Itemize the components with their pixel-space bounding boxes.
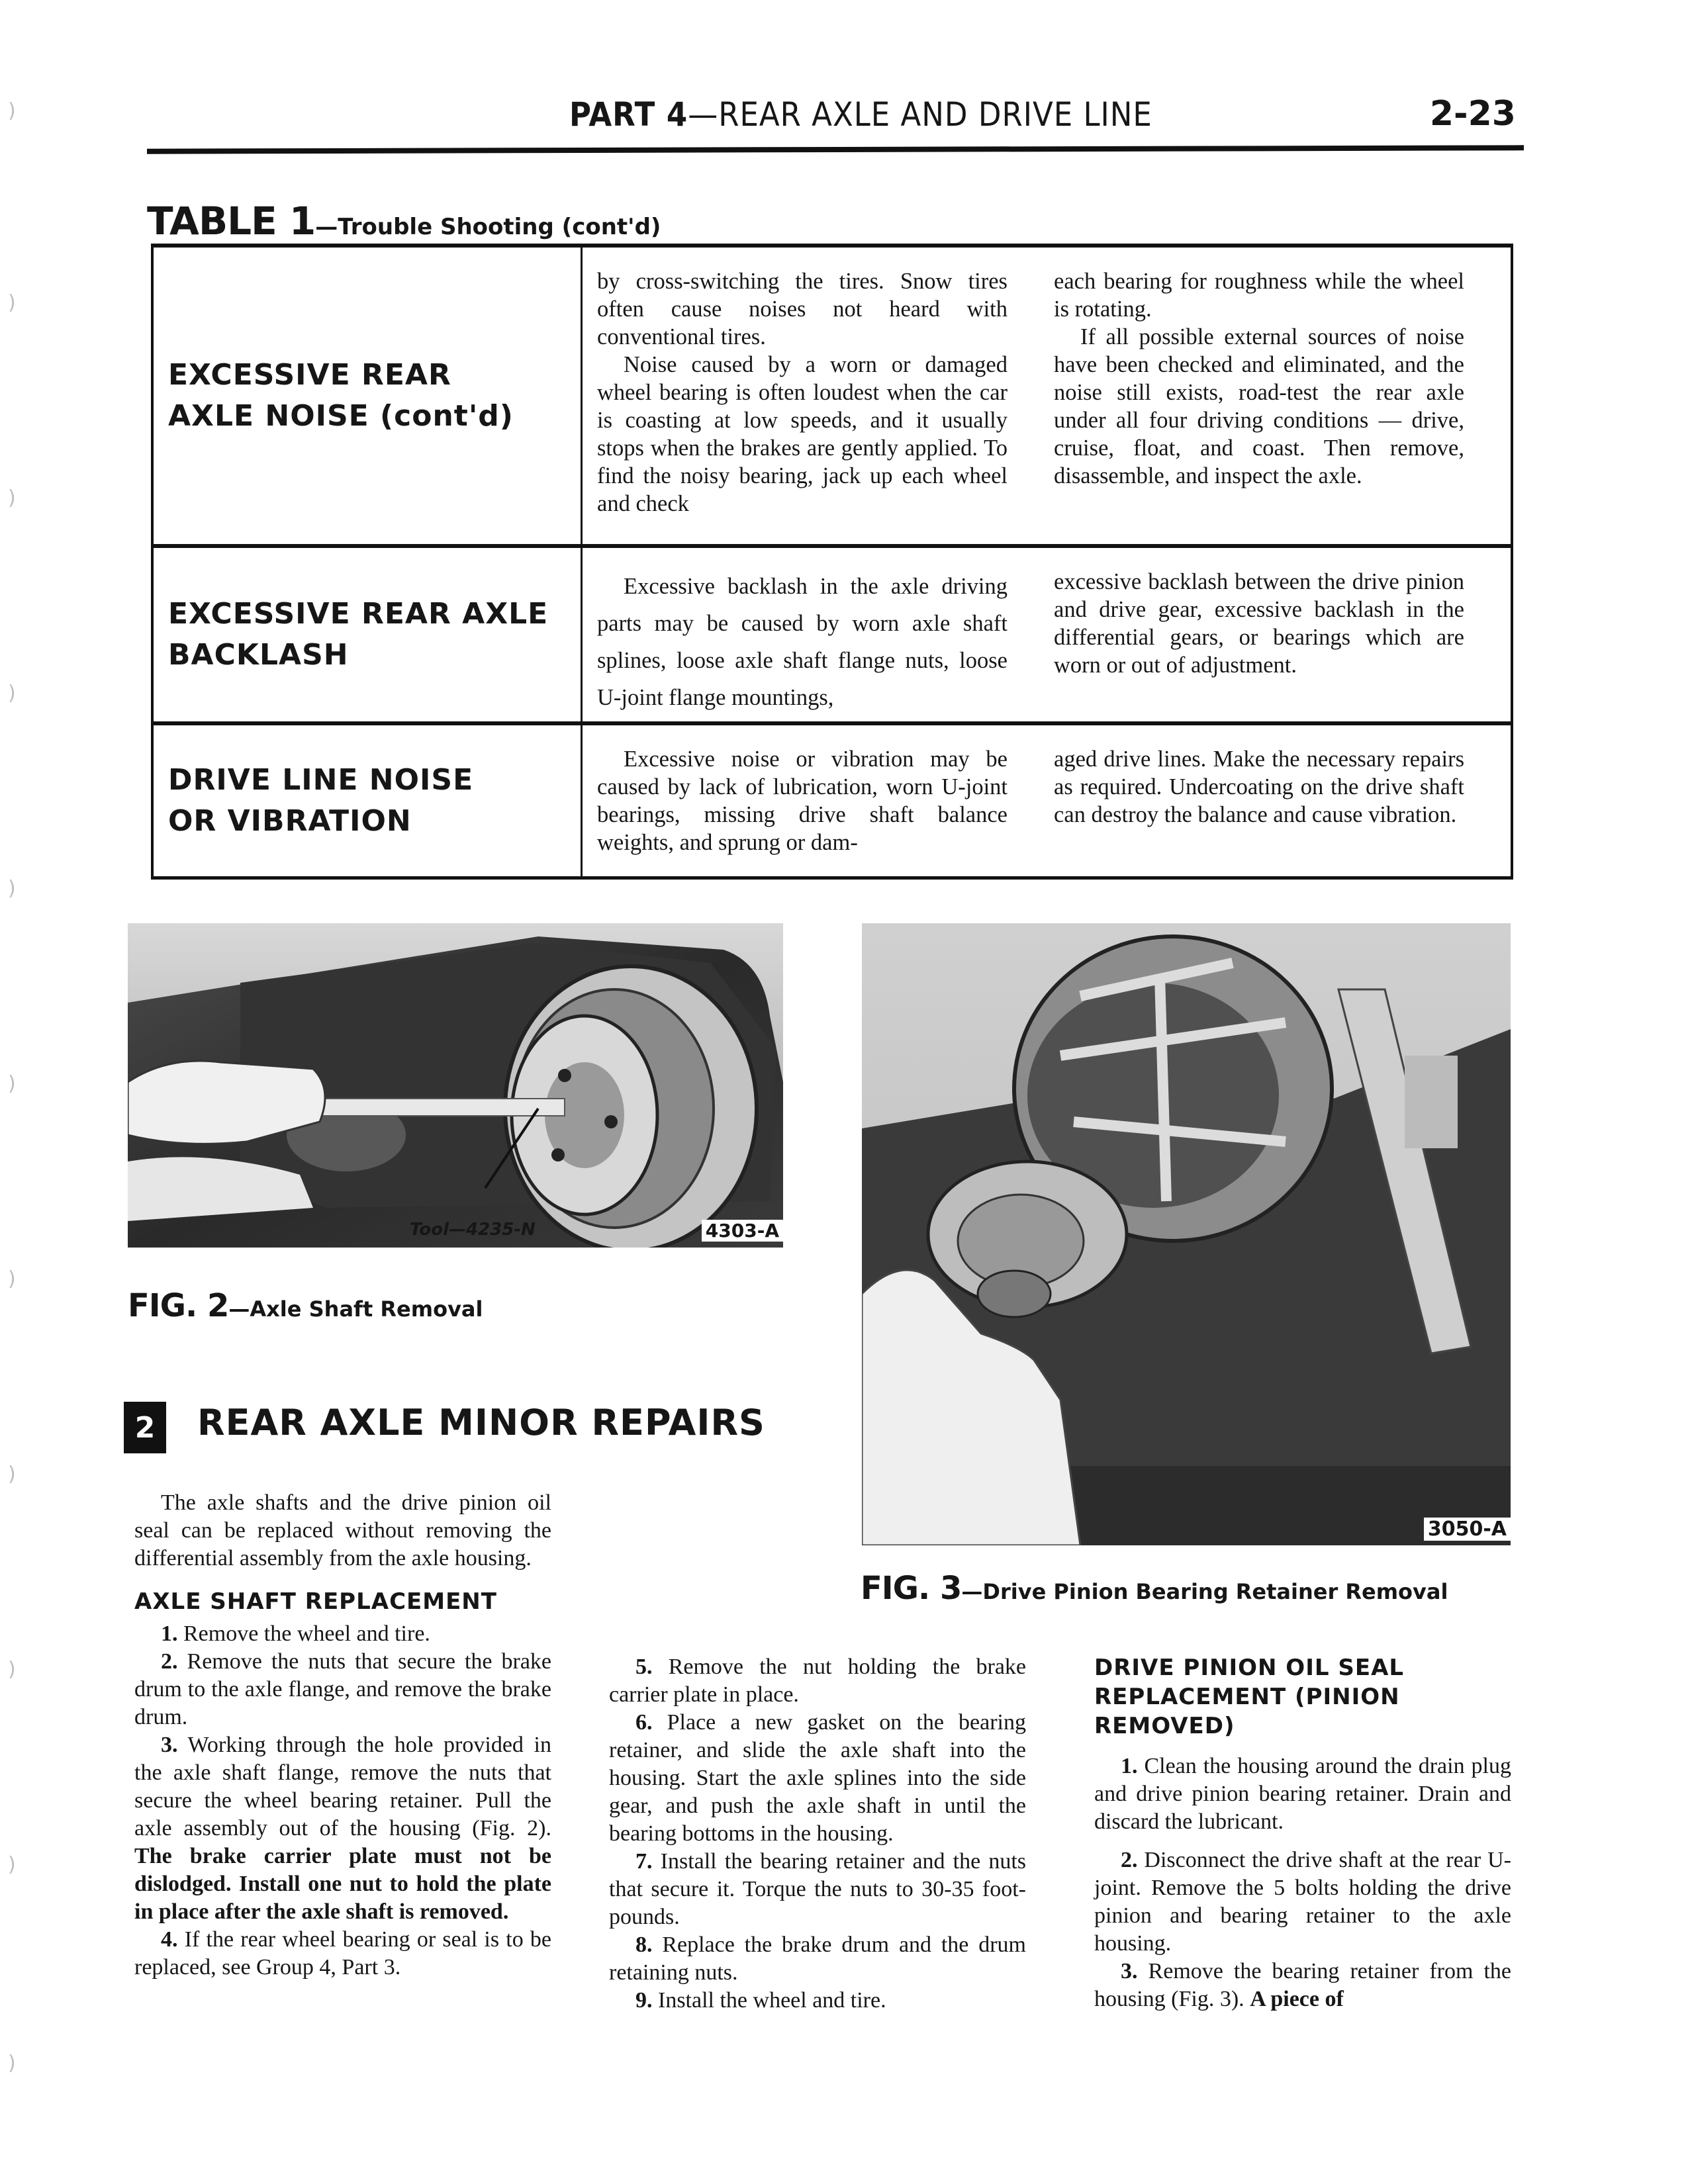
body-column-1 <box>134 1489 551 1981</box>
step-item: 2. Remove the nuts that secure the brake drum to the axle flange, and remove the brake drum. <box>134 1649 552 1729</box>
margin-mark: ) <box>8 291 16 314</box>
warning-text: A piece of <box>1250 1987 1344 2011</box>
subsection-heading-pinion-seal: DRIVE PINION OIL SEAL REPLACEMENT (PINION REMOVED) <box>1094 1655 1405 1739</box>
table-row <box>154 544 1511 721</box>
remedy-column <box>597 568 1008 721</box>
warning-text: The brake carrier plate must not be dislodged. Install one nut to hold the plate in place after the axle shaft is removed. <box>134 1844 551 1924</box>
step-item: 7. Install the bearing retainer and the nuts that secure it. Torque the nuts to 30-35 foot-pounds. <box>609 1849 1027 1929</box>
margin-mark: ) <box>8 1853 16 1876</box>
condition-line: OR VIBRATION <box>168 804 412 838</box>
condition-line: EXCESSIVE REAR AXLE <box>168 597 549 631</box>
step-item: 3. Working through the hole provided in the axle shaft flange, remove the nuts that secure the wheel bearing retainer. Pull the axle assembly out of the housing (Fig. 2). The brake carrier plate must not be dislodged. Install one nut to hold the plate in place after the axle shaft is removed. <box>134 1733 551 1924</box>
remedy-column <box>1054 267 1464 544</box>
section-title: REAR AXLE MINOR REPAIRS <box>197 1402 765 1443</box>
margin-mark: ) <box>8 1658 16 1681</box>
margin-mark: ) <box>8 486 16 510</box>
remedy-cell <box>583 248 1511 544</box>
remedy-column <box>1054 745 1464 876</box>
remedy-paragraph: Noise caused by a worn or damaged wheel bearing is often loudest when the car is coasting at low speeds, and it usually stops when the brakes are gently applied. To find the noisy bearing, jack up each wheel and check <box>597 352 1008 516</box>
condition-cell <box>154 248 583 544</box>
page-header <box>146 93 1523 146</box>
margin-mark: ) <box>8 1267 16 1291</box>
trouble-shooting-table <box>151 244 1513 880</box>
condition-cell <box>154 725 583 876</box>
table-number: TABLE 1 <box>147 199 316 244</box>
step-item: 1. Clean the housing around the drain plug and drive pinion bearing retainer. Drain and discard the lubricant. <box>1094 1754 1512 1834</box>
fig2-photo-id: 4303-A <box>702 1220 783 1242</box>
fig2-caption <box>128 1287 483 1324</box>
fig3-photo-id: 3050-A <box>1424 1518 1511 1541</box>
remedy-paragraph: If all possible external sources of noise have been checked and eliminated, and the noise still exists, road-test the rear axle under all four driving conditions — drive, cruise, float, and coast. Then remove, disassemble, and inspect the axle. <box>1054 324 1464 488</box>
fig2-tool-label: Tool—4235-N <box>410 1220 536 1240</box>
table-subtitle: —Trouble Shooting (cont'd) <box>315 214 661 240</box>
fig3-number: FIG. 3 <box>861 1570 962 1607</box>
running-title <box>569 95 1152 134</box>
remedy-paragraph: each bearing for roughness while the wheel is rotating. <box>1054 269 1464 322</box>
remedy-paragraph: by cross-switching the tires. Snow tires often cause noises not heard with conventional tires. <box>597 269 1008 349</box>
margin-mark: ) <box>8 1463 16 1486</box>
remedy-column <box>1054 568 1464 721</box>
condition-line: BACKLASH <box>168 638 349 672</box>
remedy-paragraph: Excessive backlash in the axle driving parts may be caused by worn axle shaft splines, loose axle shaft flange nuts, loose U-joint flange mountings, <box>597 574 1008 710</box>
remedy-cell <box>583 548 1511 721</box>
step-item: 3. Remove the bearing retainer from the housing (Fig. 3). A piece of <box>1094 1959 1511 2011</box>
page-number: 2-23 <box>1429 94 1516 134</box>
step-item: 6. Place a new gasket on the bearing retainer, and slide the axle shaft into the housing. Start the axle splines into the side gear, and push the axle shaft in until the bearing bottoms in the housing. <box>609 1710 1027 1846</box>
condition-line: DRIVE LINE NOISE <box>168 763 474 797</box>
remedy-paragraph: aged drive lines. Make the necessary repairs as required. Undercoating on the drive shaft can destroy the balance and cause vibration. <box>1054 747 1464 827</box>
body-column-3 <box>1094 1653 1511 2013</box>
section-intro: The axle shafts and the drive pinion oil seal can be replaced without removing the differential assembly from the axle housing. <box>134 1490 551 1570</box>
fig3-title: —Drive Pinion Bearing Retainer Removal <box>961 1579 1448 1604</box>
condition-line: AXLE NOISE (cont'd) <box>168 399 514 433</box>
fig3-caption <box>861 1570 1448 1607</box>
margin-mark: ) <box>8 877 16 900</box>
table-title <box>147 199 661 244</box>
margin-mark: ) <box>8 2052 16 2075</box>
body-column-2 <box>609 1653 1026 2015</box>
remedy-column <box>597 745 1008 876</box>
remedy-paragraph: Excessive noise or vibration may be caused by lack of lubrication, worn U-joint bearings, missing drive shaft balance weights, and sprung or dam- <box>597 747 1008 855</box>
part-label: PART 4 <box>569 95 688 134</box>
section-number-badge: 2 <box>124 1402 166 1453</box>
step-item: 5. Remove the nut holding the brake carrier plate in place. <box>609 1655 1026 1707</box>
fig3-photo-drive-pinion-retainer-removal <box>862 923 1511 1545</box>
header-rule <box>147 145 1524 154</box>
table-row <box>154 248 1511 544</box>
fig2-photo-axle-shaft-removal <box>128 923 783 1248</box>
step-item: 1. Remove the wheel and tire. <box>161 1621 430 1646</box>
condition-line: EXCESSIVE REAR <box>168 358 451 392</box>
step-item: 8. Replace the brake drum and the drum retaining nuts. <box>609 1933 1026 1985</box>
condition-cell <box>154 548 583 721</box>
fig2-number: FIG. 2 <box>128 1287 229 1324</box>
margin-mark: ) <box>8 682 16 705</box>
part-title: —REAR AXLE AND DRIVE LINE <box>688 95 1152 134</box>
step-item: 2. Disconnect the drive shaft at the rear U-joint. Remove the 5 bolts holding the drive pinion and bearing retainer to the axle housing. <box>1094 1848 1512 1956</box>
step-item: 4. If the rear wheel bearing or seal is to be replaced, see Group 4, Part 3. <box>134 1927 551 1979</box>
margin-mark: ) <box>8 1072 16 1095</box>
remedy-paragraph: excessive backlash between the drive pinion and drive gear, excessive backlash in the differential gears, or bearings which are worn or out of adjustment. <box>1054 569 1464 678</box>
margin-mark: ) <box>8 99 16 122</box>
remedy-column <box>597 267 1008 544</box>
fig2-title: —Axle Shaft Removal <box>228 1297 483 1322</box>
step-item: 9. Install the wheel and tire. <box>635 1988 886 2013</box>
subsection-heading-axle-shaft: AXLE SHAFT REPLACEMENT <box>134 1588 497 1615</box>
remedy-cell <box>583 725 1511 876</box>
table-row <box>154 721 1511 876</box>
